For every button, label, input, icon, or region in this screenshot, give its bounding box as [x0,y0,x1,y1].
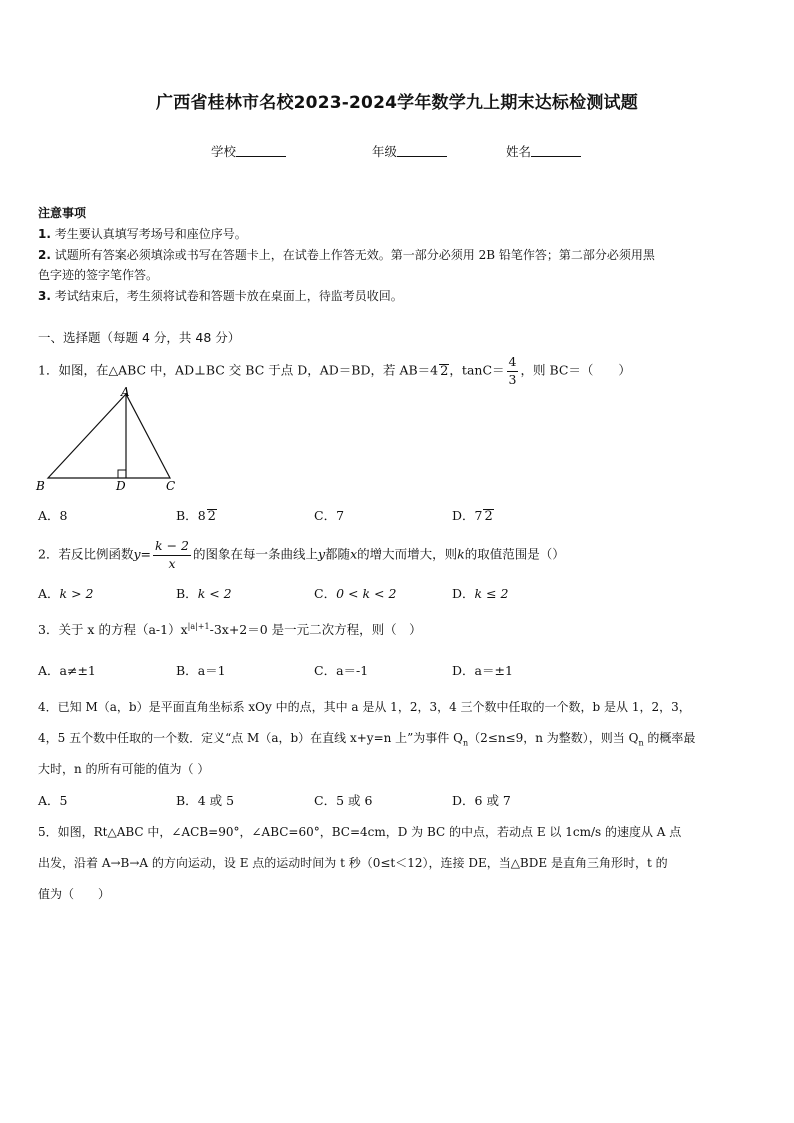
label-c: C [166,479,176,493]
q4-option-d[interactable]: D．6 或 7 [452,793,511,808]
school-label: 学校 [211,144,237,159]
question-4-line-3: 大时，n 的所有可能的值为（ ） [38,762,210,776]
notes-heading: 注意事项 [38,206,87,220]
q1-option-a[interactable]: A．8 [38,508,68,523]
label-a: A [121,386,130,399]
q4-option-c[interactable]: C．5 或 6 [314,793,373,808]
grade-blank[interactable] [397,144,447,157]
question-5-line-1: 5．如图，Rt△ABC 中，∠ACB=90°，∠ABC=60°，BC=4cm，D 为 BC 的中点，若动点 E 以 1cm/s 的速度从 A 点 [38,825,682,839]
q2-option-c[interactable]: C．0 < k < 2 [314,586,397,601]
q2-option-a[interactable]: A．k > 2 [38,586,94,601]
fraction-k-2-over-x: $\frac{k - 2}{x}$ [155,538,189,571]
q1-option-c[interactable]: C．7 [314,508,345,523]
q1-option-d[interactable]: D．7 2 [452,508,493,524]
school-blank[interactable] [236,144,286,157]
triangle-abc-figure [34,386,184,494]
question-3: 3．关于 x 的方程$(a-1)x^{|a|+1}-3x+2=0$ 是一元二次方程，则（ ） [38,621,422,637]
question-5-line-3: 值为（ ） [38,887,111,901]
q3-option-c[interactable]: C．a＝-1 [314,663,369,678]
school-field[interactable] [211,142,286,160]
sqrt-2: 2 [440,363,449,379]
label-b: B [36,479,45,493]
q3-option-a[interactable]: A．a≠±1 [38,663,96,678]
question-2: 2．若反比例函数y= $\frac{k - 2}{x}$ 的图象在每一条曲线上y都随x的增大而增大，则k的取值范围是（） [38,538,565,571]
question-5-line-2: 出发，沿着 A→B→A 的方向运动，设 E 点的运动时间为 t 秒（0≤t＜12），连接 DE，当△BDE 是直角三角形时，t 的 [38,856,668,870]
grade-field[interactable] [372,142,447,160]
section-heading: 一、选择题（每题 4 分，共 48 分） [38,330,241,345]
q3-option-d[interactable]: D．a＝±1 [452,663,513,678]
note-item: 2. 试题所有答案必须填涂或书写在答题卡上，在试卷上作答无效。第一部分必须用 2B 铅笔作答；第二部分必须用黑 [38,248,655,262]
note-item: 色字迹的签字笔作答。 [38,268,159,282]
name-field[interactable] [506,142,581,160]
q3-option-b[interactable]: B．a＝1 [176,663,226,678]
q2-option-b[interactable]: B．k < 2 [176,586,232,601]
name-blank[interactable] [531,144,581,157]
question-4-line-2: 4，5 五个数中任取的一个数．定义“点 M（a，b）在直线 x+y=n 上”为事件 $Q_n(2\le n\le 9$，n 为整数），则当 $Q_n$ 的概率最 [38,731,696,748]
q4-option-a[interactable]: A．5 [38,793,68,808]
q1-option-b[interactable]: B．8 2 [176,508,216,524]
note-item: 3. 考试结束后，考生须将试卷和答题卡放在桌面上，待监考员收回。 [38,289,403,303]
question-4-line-1: 4．已知 M（a，b）是平面直角坐标系 xOy 中的点，其中 a 是从 1，2，3，4 三个数中任取的一个数，b 是从 1，2，3， [38,700,691,714]
name-label: 姓名 [506,144,532,159]
label-d: D [116,479,126,493]
grade-label: 年级 [372,144,398,159]
note-item: 1. 考生要认真填写考场号和座位序号。 [38,227,247,241]
fraction-4-3: $\frac{4}{3}$ [508,354,517,387]
page-title: 广西省桂林市名校2023-2024学年数学九上期末达标检测试题 [156,93,638,113]
question-1: 1．如图，在△ABC 中，AD⊥BC 交 BC 于点 D，AD＝BD，若 AB＝4 2，tanC＝ $\frac{4}{3}$ ，则 BC＝（ ） [38,354,631,387]
q4-option-b[interactable]: B．4 或 5 [176,793,235,808]
q2-option-d[interactable]: D．k ≤ 2 [452,586,509,601]
